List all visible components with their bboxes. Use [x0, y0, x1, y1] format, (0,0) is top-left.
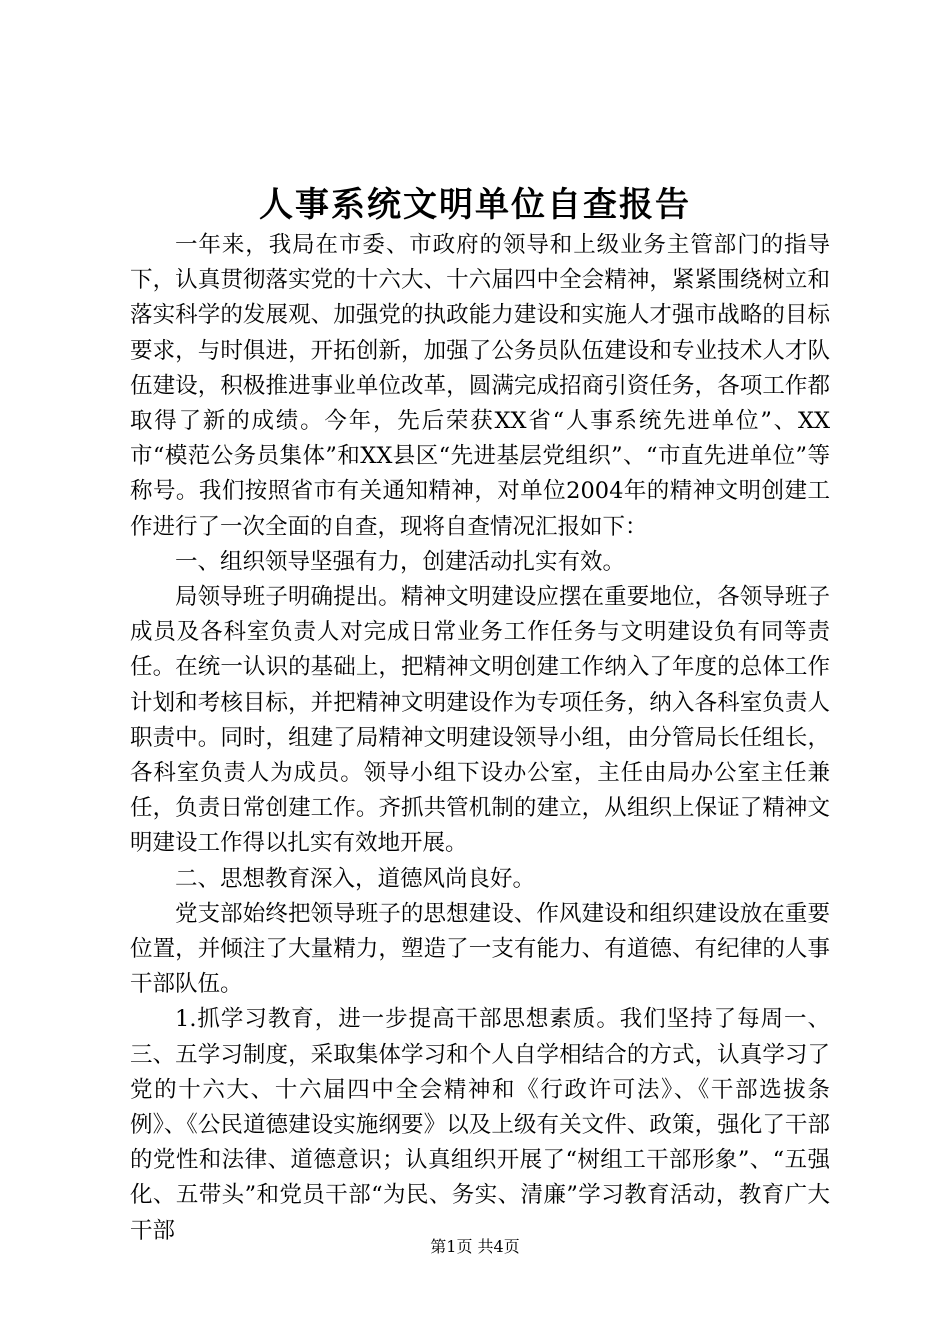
section-heading-1: 一、组织领导坚强有力，创建活动扎实有效。	[175, 548, 626, 575]
paragraph-item-1: 1.抓学习教育，进一步提高干部思想素质。我们坚持了每周一、三、五学习制度，采取集体学习和个人自学相结合的方式，认真学习了党的十六大、十六届四中全会精神和《行政许可法》、《干部选拔条例》、《公民道德建设实施纲要》以及上级有关文件、政策，强化了干部的党性和法律、道德意识；认真组织开展了“树组工干部形象”、“五强化、五带头”和党员干部“为民、务实、清廉”学习教育活动，教育广大干部	[130, 1006, 830, 1244]
section-heading-2: 二、思想教育深入，道德风尚良好。	[175, 865, 536, 892]
paragraph-intro: 一年来，我局在市委、市政府的领导和上级业务主管部门的指导下，认真贯彻落实党的十六大、十六届四中全会精神，紧紧围绕树立和落实科学的发展观、加强党的执政能力建设和实施人才强市战略的目标要求，与时俱进，开拓创新，加强了公务员队伍建设和专业技术人才队伍建设，积极推进事业单位改革，圆满完成招商引资任务，各项工作都取得了新的成绩。今年，先后荣获XX省“人事系统先进单位”、XX市“模范公务员集体”和XX县区“先进基层党组织”、“市直先进单位”等称号。我们按照省市有关通知精神，对单位2004年的精神文明创建工作进行了一次全面的自查，现将自查情况汇报如下：	[130, 232, 830, 540]
page-footer: 第1页 共4页	[430, 1237, 520, 1256]
document-body	[130, 228, 830, 1249]
paragraph-section-1: 局领导班子明确提出。精神文明建设应摆在重要地位，各领导班子成员及各科室负责人对完成日常业务工作任务与文明建设负有同等责任。在统一认识的基础上，把精神文明创建工作纳入了年度的总体工作计划和考核目标，并把精神文明建设作为专项任务，纳入各科室负责人职责中。同时，组建了局精神文明建设领导小组，由分管局长任组长，各科室负责人为成员。领导小组下设办公室，主任由局办公室主任兼任，负责日常创建工作。齐抓共管机制的建立，从组织上保证了精神文明建设工作得以扎实有效地开展。	[130, 584, 830, 857]
document-title: 人事系统文明单位自查报告	[259, 185, 691, 225]
paragraph-section-2: 党支部始终把领导班子的思想建设、作风建设和组织建设放在重要位置，并倾注了大量精力，塑造了一支有能力、有道德、有纪律的人事干部队伍。	[130, 900, 830, 998]
